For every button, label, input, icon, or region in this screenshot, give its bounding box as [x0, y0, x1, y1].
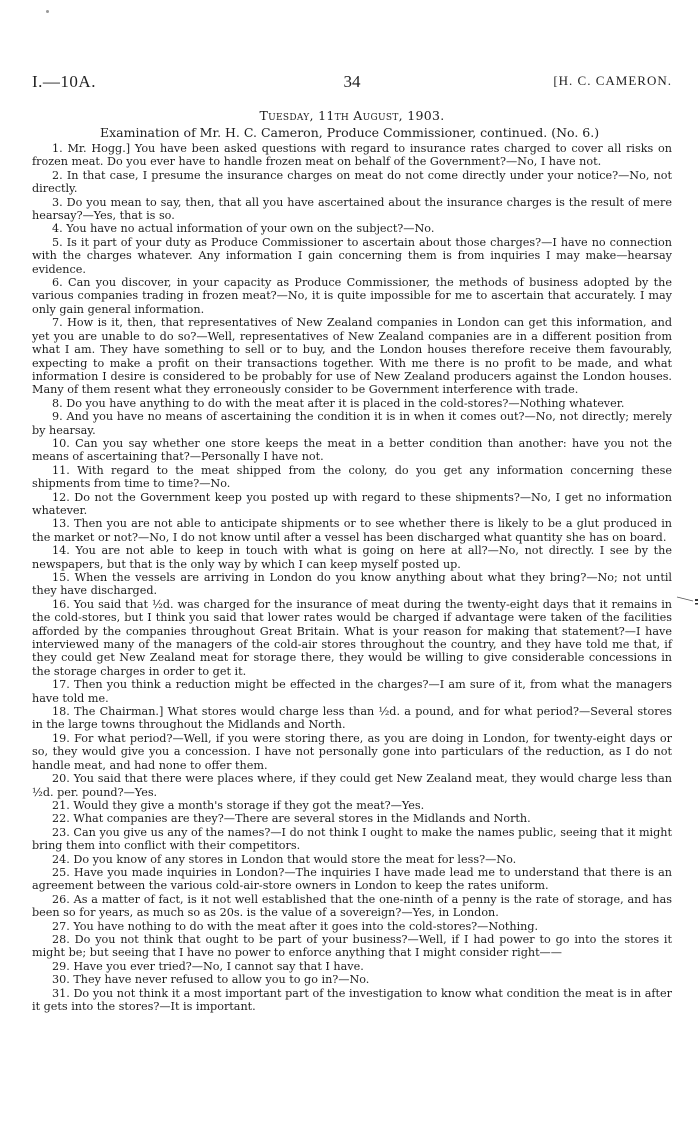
testimony-paragraph: 26. As a matter of fact, is it not well established that the one-ninth of a penny is the rate of storage, and has been so for years, as much so as 20s. is the value of a sovereign?—Yes, in London. [32, 892, 672, 920]
testimony-paragraph: 12. Do not the Government keep you posted up with regard to these shipments?—No, I get no information whatever. [32, 490, 672, 517]
testimony-paragraph: 8. Do you have anything to do with the meat after it is placed in the cold-stores?—Nothing whatever. [52, 396, 625, 410]
testimony-paragraph: 13. Then you are not able to anticipate shipments or to see whether there is likely to be a glut produced in the market or not?—No, I do not know until after a vessel has been discharged what quantity she has on board. [32, 517, 672, 544]
testimony-paragraph: 19. For what period?—Well, if you were storing there, as you are doing in London, for twenty-eight days or so, they would give you a concession. I have not personally gone into particulars of the reduction, as I do not handle meat, and had none to offer them. [32, 731, 672, 772]
testimony-paragraph: 14. You are not able to keep in touch with what is going on here at all?—No, not directly. I see by the newspapers, but that is the only way by which I can keep myself posted up. [32, 544, 672, 571]
testimony-paragraph: 20. You said that there were places where, if they could get New Zealand meat, they would charge less than ½d. per. pound?—Yes. [32, 772, 672, 799]
testimony-paragraph: 15. When the vessels are arriving in London do you know anything about what they bring?—No; not until they have discharged. [32, 571, 672, 598]
testimony-paragraph: 22. What companies are they?—There are several stores in the Midlands and North. [52, 812, 531, 826]
testimony-paragraph: 30. They have never refused to allow you to go in?—No. [52, 973, 370, 987]
testimony-paragraph: 11. With regard to the meat shipped from the colony, do you get any information concerning these shipments from time to time?—No. [32, 463, 672, 491]
testimony-paragraph: 25. Have you made inquiries in London?—The inquiries I have made lead me to understand that there is an agreement between the various cold-air-store owners in London to keep the rates uniform. [32, 865, 672, 893]
examination-title: Examination of Mr. H. C. Cameron, Produce Commissioner, continued. (No. 6.) [100, 125, 600, 140]
testimony-paragraph: 3. Do you mean to say, then, that all you have ascertained about the insurance charges is the result of mere hearsay?—Yes, that is so. [32, 195, 672, 223]
testimony-paragraph: 28. Do you not think that ought to be part of your business?—Well, if I had power to go into the stores it might be; but seeing that I have no power to enforce anything that I might consider right—— [32, 932, 672, 960]
testimony-paragraph: 24. Do you know of any stores in London that would store the meat for less?—No. [52, 852, 517, 866]
testimony-paragraph: 21. Would they give a month's storage if they got the meat?—Yes. [52, 798, 425, 812]
running-head: [H. C. CAMERON. [553, 73, 672, 88]
testimony-paragraph: 5. Is it part of your duty as Produce Commissioner to ascertain about those charges?—I have no connection with the charges whatever. Any information I gain concerning them is from inquiries I may make—hearsay evidence. [32, 235, 672, 276]
testimony-body [32, 142, 672, 1013]
testimony-paragraph: 27. You have nothing to do with the meat after it goes into the cold-stores?—Nothing. [52, 919, 539, 933]
testimony-paragraph: 29. Have you ever tried?—No, I cannot say that I have. [52, 959, 364, 973]
testimony-paragraph: 10. Can you say whether one store keeps the meat in a better condition than another: have you not the means of ascertaining that?—Personally I have not. [32, 436, 672, 464]
margin-mark-icon [675, 591, 700, 609]
testimony-paragraph: 7. How is it, then, that representatives of New Zealand companies in London can get this information, and yet you are unable to do so?—Well, representatives of New Zealand companies are in a different position from what I am. They have something to sell or to buy, and the London houses therefore receive them favourably, expecting to make a profit on their transactions together. With me there is no profit to be made, and what information I desire is considered to be probably for use of New Zealand producers against the London houses. Many of them resent what they erroneously consider to be Government interference with trade. [32, 316, 672, 397]
testimony-paragraph: 17. Then you think a reduction might be effected in the charges?—I am sure of it, from what the managers have told me. [32, 678, 672, 705]
testimony-paragraph: 23. Can you give us any of the names?—I do not think I ought to make the names public, seeing that it might bring them into conflict with their competitors. [32, 825, 672, 853]
page-header [32, 72, 672, 92]
session-date: Tuesday, 11th August, 1903. [259, 108, 445, 123]
testimony-paragraph: 1. Mr. Hogg.] You have been asked questions with regard to insurance rates charged to cover all risks on frozen meat. Do you ever have to handle frozen meat on behalf of the Government?—No, I have not. [32, 142, 672, 169]
series-number: I.—10A. [32, 72, 96, 91]
testimony-paragraph: 2. In that case, I presume the insurance charges on meat do not come directly under your notice?—No, not directly. [32, 168, 672, 196]
testimony-paragraph: 31. Do you not think it a most important part of the investigation to know what condition the meat is in after it gets into the stores?—It is important. [32, 986, 672, 1013]
testimony-paragraph: 18. The Chairman.] What stores would charge less than ½d. a pound, and for what period?—Several stores in the large towns throughout the Midlands and North. [32, 705, 672, 732]
scan-speck [46, 10, 49, 13]
testimony-paragraph: 6. Can you discover, in your capacity as Produce Commissioner, the methods of business adopted by the various companies trading in frozen meat?—No, it is quite impossible for me to ascertain that accurately. I may only gain general information. [32, 276, 672, 316]
testimony-paragraph: 4. You have no actual information of your own on the subject?—No. [52, 222, 435, 236]
testimony-paragraph: 16. You said that ½d. was charged for the insurance of meat during the twenty-eight days that it remains in the cold-stores, but I think you said that lower rates would be charged if advantage were taken of the facilities afforded by the companies throughout Great Britain. What is your reason for making that statement?—I have interviewed many of the managers of the cold-air stores throughout the country, and they have told me that, if they could get New Zealand meat for storage there, they would be willing to give considerable concessions in the storage charges in order to get it. [32, 597, 672, 678]
page-number: 34 [343, 72, 361, 91]
testimony-paragraph: 9. And you have no means of ascertaining the condition it is in when it comes out?—No, not directly; merely by hearsay. [32, 410, 672, 437]
